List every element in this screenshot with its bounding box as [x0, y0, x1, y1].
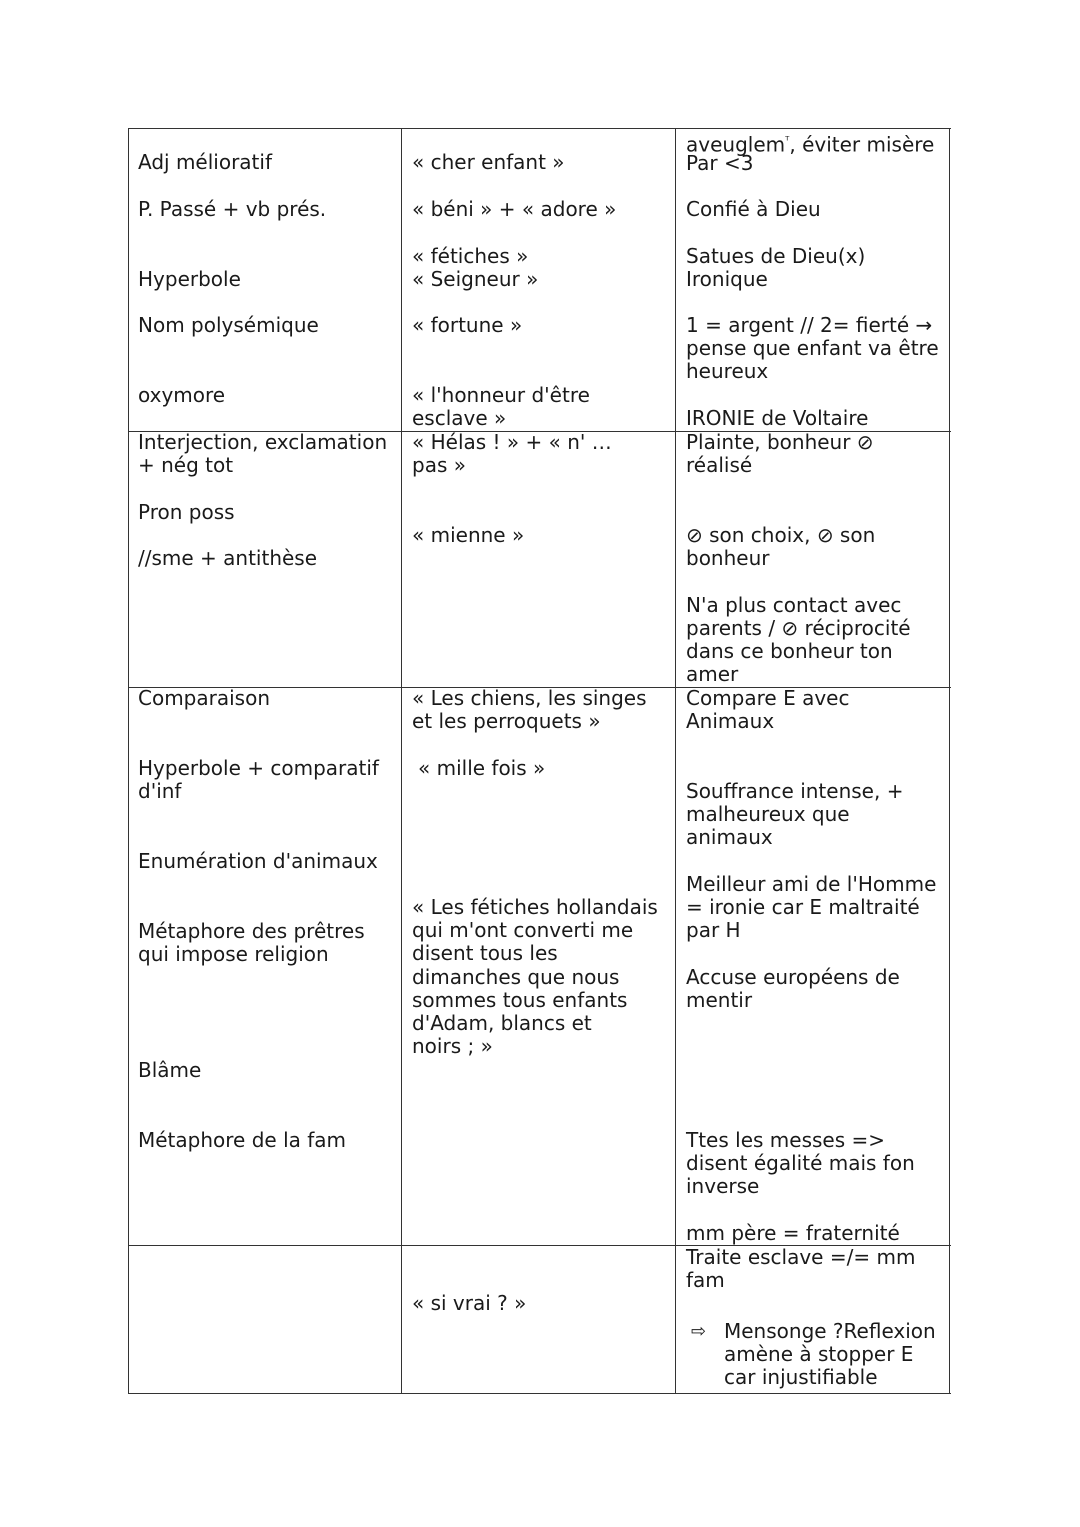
interpretation-text: amer	[686, 662, 739, 686]
table-border-left	[128, 128, 129, 1394]
quote-text: « fétiches »	[412, 244, 529, 268]
interpretation-text: Ironique	[686, 267, 768, 291]
quote-text: dimanches que nous	[412, 965, 620, 989]
device-label: Blâme	[138, 1058, 202, 1082]
quote-text: « Hélas ! » + « n' …	[412, 430, 612, 454]
interpretation-text: = ironie car E maltraité	[686, 895, 920, 919]
quote-text: disent tous les	[412, 941, 558, 965]
interpretation-text: Confié à Dieu	[686, 197, 821, 221]
device-label: qui impose religion	[138, 942, 329, 966]
interpretation-text: réalisé	[686, 453, 753, 477]
interpretation-text: car injustifiable	[724, 1365, 878, 1389]
interpretation-text: Compare E avec	[686, 686, 850, 710]
device-label: Enumération d'animaux	[138, 849, 378, 873]
device-label: //sme + antithèse	[138, 546, 318, 570]
interpretation-text: 1 = argent // 2= fierté →	[686, 313, 933, 337]
interpretation-text: pense que enfant va être	[686, 336, 939, 360]
quote-text: « mienne »	[412, 523, 525, 547]
interpretation-text: fam	[686, 1268, 725, 1292]
interpretation-text: Meilleur ami de l'Homme	[686, 872, 937, 896]
device-label: Métaphore des prêtres	[138, 919, 365, 943]
interpretation-text: heureux	[686, 359, 769, 383]
quote-text: noirs ; »	[412, 1034, 493, 1058]
quote-text: « l'honneur d'être	[412, 383, 590, 407]
interpretation-text: Animaux	[686, 709, 775, 733]
table-border-right	[949, 128, 950, 1394]
device-label: Pron poss	[138, 500, 235, 524]
device-label: + nég tot	[138, 453, 234, 477]
interpretation-text: disent égalité mais fon	[686, 1151, 915, 1175]
interpretation-text: animaux	[686, 825, 773, 849]
interpretation-text: N'a plus contact avec	[686, 593, 902, 617]
quote-text: d'Adam, blancs et	[412, 1011, 592, 1035]
quote-text: sommes tous enfants	[412, 988, 628, 1012]
quote-text: « Les fétiches hollandais	[412, 895, 658, 919]
device-label: oxymore	[138, 383, 226, 407]
interpretation-text: Accuse européens de	[686, 965, 900, 989]
interpretation-fragment: aveuglem	[686, 132, 786, 157]
interpretation-text: ⊘ son choix, ⊘ son	[686, 523, 876, 547]
interpretation-text: par H	[686, 918, 741, 942]
arrow-bullet-icon: ⇨	[691, 1321, 707, 1342]
device-label: Comparaison	[138, 686, 271, 710]
device-label: d'inf	[138, 779, 182, 803]
interpretation-text: inverse	[686, 1174, 760, 1198]
device-label: Hyperbole	[138, 267, 241, 291]
device-label: Adj mélioratif	[138, 150, 272, 174]
quote-text: « cher enfant »	[412, 150, 565, 174]
quote-text: « si vrai ? »	[412, 1291, 527, 1315]
device-label: Métaphore de la fam	[138, 1128, 347, 1152]
interpretation-text: bonheur	[686, 546, 770, 570]
interpretation-text: mm père = fraternité	[686, 1221, 900, 1245]
interpretation-text: Traite esclave =/= mm	[686, 1245, 916, 1269]
quote-text: pas »	[412, 453, 466, 477]
interpretation-text: Plainte, bonheur ⊘	[686, 430, 874, 454]
quote-text: et les perroquets »	[412, 709, 601, 733]
interpretation-text: Satues de Dieu(x)	[686, 244, 866, 268]
interpretation-fragment: , éviter misère	[789, 132, 935, 157]
device-label: P. Passé + vb prés.	[138, 197, 327, 221]
quote-text: « béni » + « adore »	[412, 197, 617, 221]
analysis-table	[128, 128, 951, 1394]
device-label: Nom polysémique	[138, 313, 319, 337]
interpretation-text: Mensonge ?Reflexion	[724, 1319, 936, 1343]
interpretation-text: Souffrance intense, +	[686, 779, 904, 803]
interpretation-text: amène à stopper E	[724, 1342, 914, 1366]
interpretation-text: dans ce bonheur ton	[686, 639, 893, 663]
quote-text: « mille fois »	[418, 756, 546, 780]
superscript-t: ᵀ	[785, 134, 790, 147]
quote-text: « Les chiens, les singes	[412, 686, 647, 710]
table-border-bottom	[128, 1393, 951, 1394]
interpretation-text: Par <3	[686, 151, 754, 175]
column-divider	[675, 128, 676, 1394]
quote-text: « fortune »	[412, 313, 523, 337]
interpretation-text: Ttes les messes =>	[686, 1128, 886, 1152]
device-label: Hyperbole + comparatif	[138, 756, 379, 780]
interpretation-text: parents / ⊘ réciprocité	[686, 616, 911, 640]
interpretation-text: malheureux que	[686, 802, 850, 826]
interpretation-text: mentir	[686, 988, 753, 1012]
quote-text: qui m'ont converti me	[412, 918, 634, 942]
column-divider	[401, 128, 402, 1394]
quote-text: « Seigneur »	[412, 267, 539, 291]
device-label: Interjection, exclamation	[138, 430, 388, 454]
interpretation-text: IRONIE de Voltaire	[686, 406, 869, 430]
quote-text: esclave »	[412, 406, 507, 430]
